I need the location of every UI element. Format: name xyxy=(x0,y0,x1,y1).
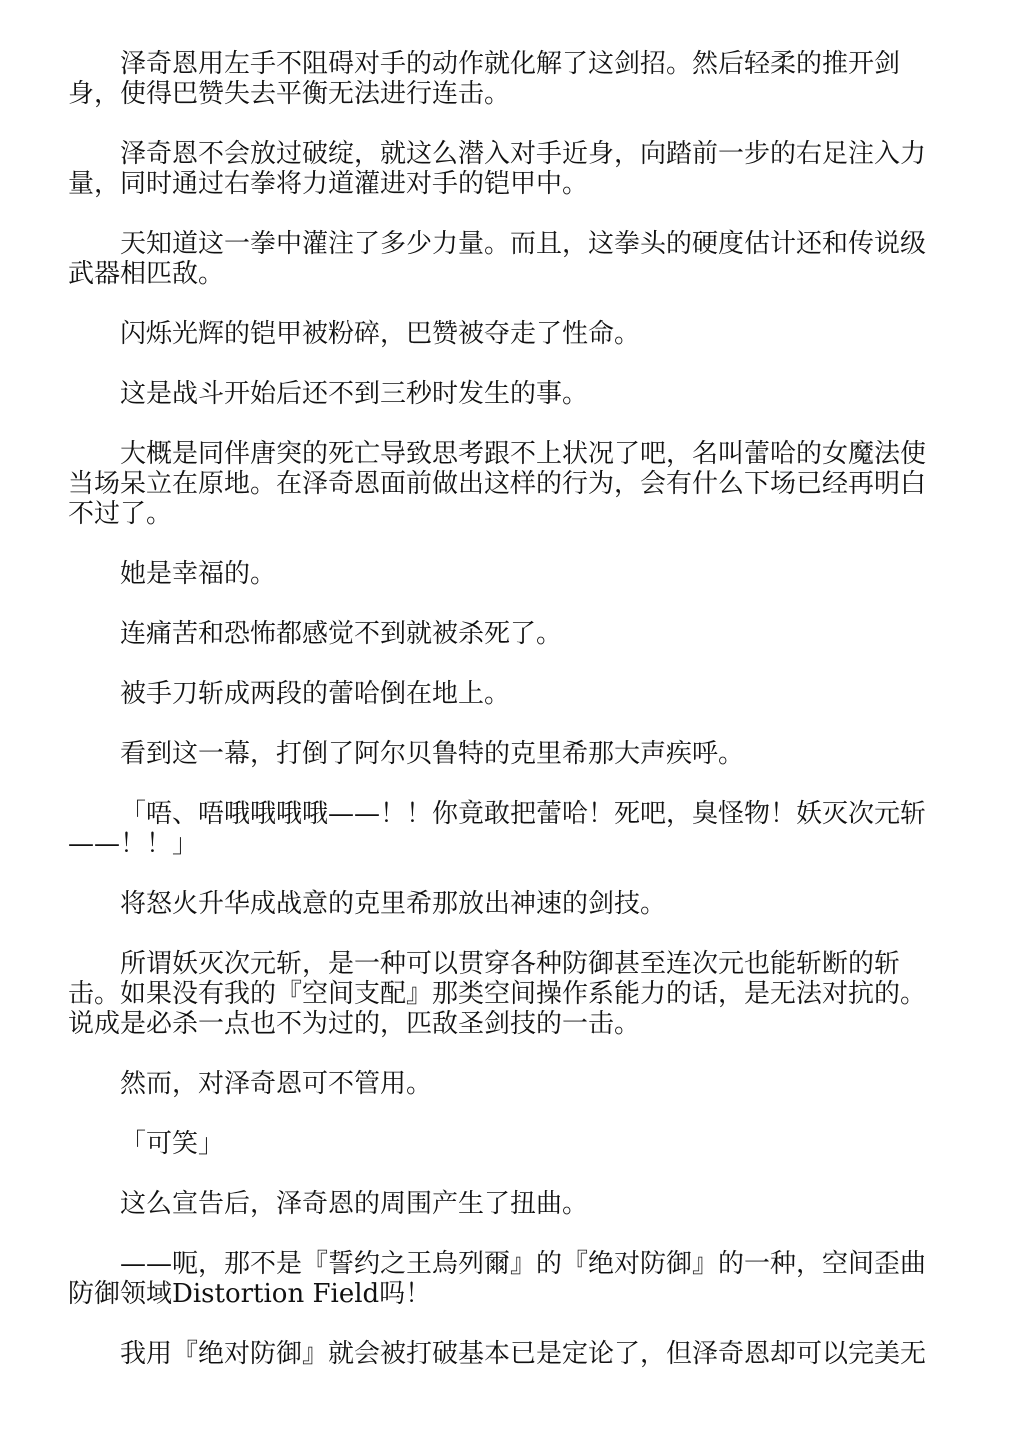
paragraph: 泽奇恩用左手不阻碍对手的动作就化解了这剑招。然后轻柔的推开剑身，使得巴赞失去平衡无法进行连击。 xyxy=(68,49,901,109)
paragraph: 泽奇恩不会放过破绽，就这么潜入对手近身，向踏前一步的右足注入力量，同时通过右拳将力道灌进对手的铠甲中。 xyxy=(68,139,927,199)
paragraph: 「可笑」 xyxy=(120,1129,225,1159)
paragraph: 大概是同伴唐突的死亡导致思考跟不上状况了吧，名叫蕾哈的女魔法使当场呆立在原地。在泽奇恩面前做出这样的行为，会有什么下场已经再明白不过了。 xyxy=(68,439,927,529)
paragraph: 被手刀斩成两段的蕾哈倒在地上。 xyxy=(120,679,511,709)
paragraph: 「唔、唔哦哦哦哦——！！你竟敢把蕾哈！死吧，臭怪物！妖灭次元斩——！！」 xyxy=(68,799,927,859)
paragraph: 这是战斗开始后还不到三秒时发生的事。 xyxy=(120,379,589,409)
paragraph: 看到这一幕，打倒了阿尔贝鲁特的克里希那大声疾呼。 xyxy=(120,739,745,769)
paragraph: ——呃，那不是『誓约之王烏列爾』的『绝对防御』的一种，空间歪曲防御领域Distortion Field吗！ xyxy=(68,1249,927,1309)
paragraph: 所谓妖灭次元斩，是一种可以贯穿各种防御甚至连次元也能斩断的斩击。如果没有我的『空间支配』那类空间操作系能力的话，是无法对抗的。说成是必杀一点也不为过的，匹敌圣剑技的一击。 xyxy=(68,949,927,1039)
paragraph: 连痛苦和恐怖都感觉不到就被杀死了。 xyxy=(120,619,563,649)
paragraph: 天知道这一拳中灌注了多少力量。而且，这拳头的硬度估计还和传说级武器相匹敌。 xyxy=(68,229,927,289)
paragraph: 闪烁光辉的铠甲被粉碎，巴赞被夺走了性命。 xyxy=(120,319,641,349)
document-page xyxy=(68,49,930,1399)
paragraph: 她是幸福的。 xyxy=(120,559,277,589)
paragraph: 我用『绝对防御』就会被打破基本已是定论了，但泽奇恩却可以完美无 xyxy=(120,1339,927,1369)
paragraph: 将怒火升华成战意的克里希那放出神速的剑技。 xyxy=(120,889,667,919)
paragraph: 这么宣告后，泽奇恩的周围产生了扭曲。 xyxy=(120,1189,589,1219)
paragraph: 然而，对泽奇恩可不管用。 xyxy=(120,1069,433,1099)
